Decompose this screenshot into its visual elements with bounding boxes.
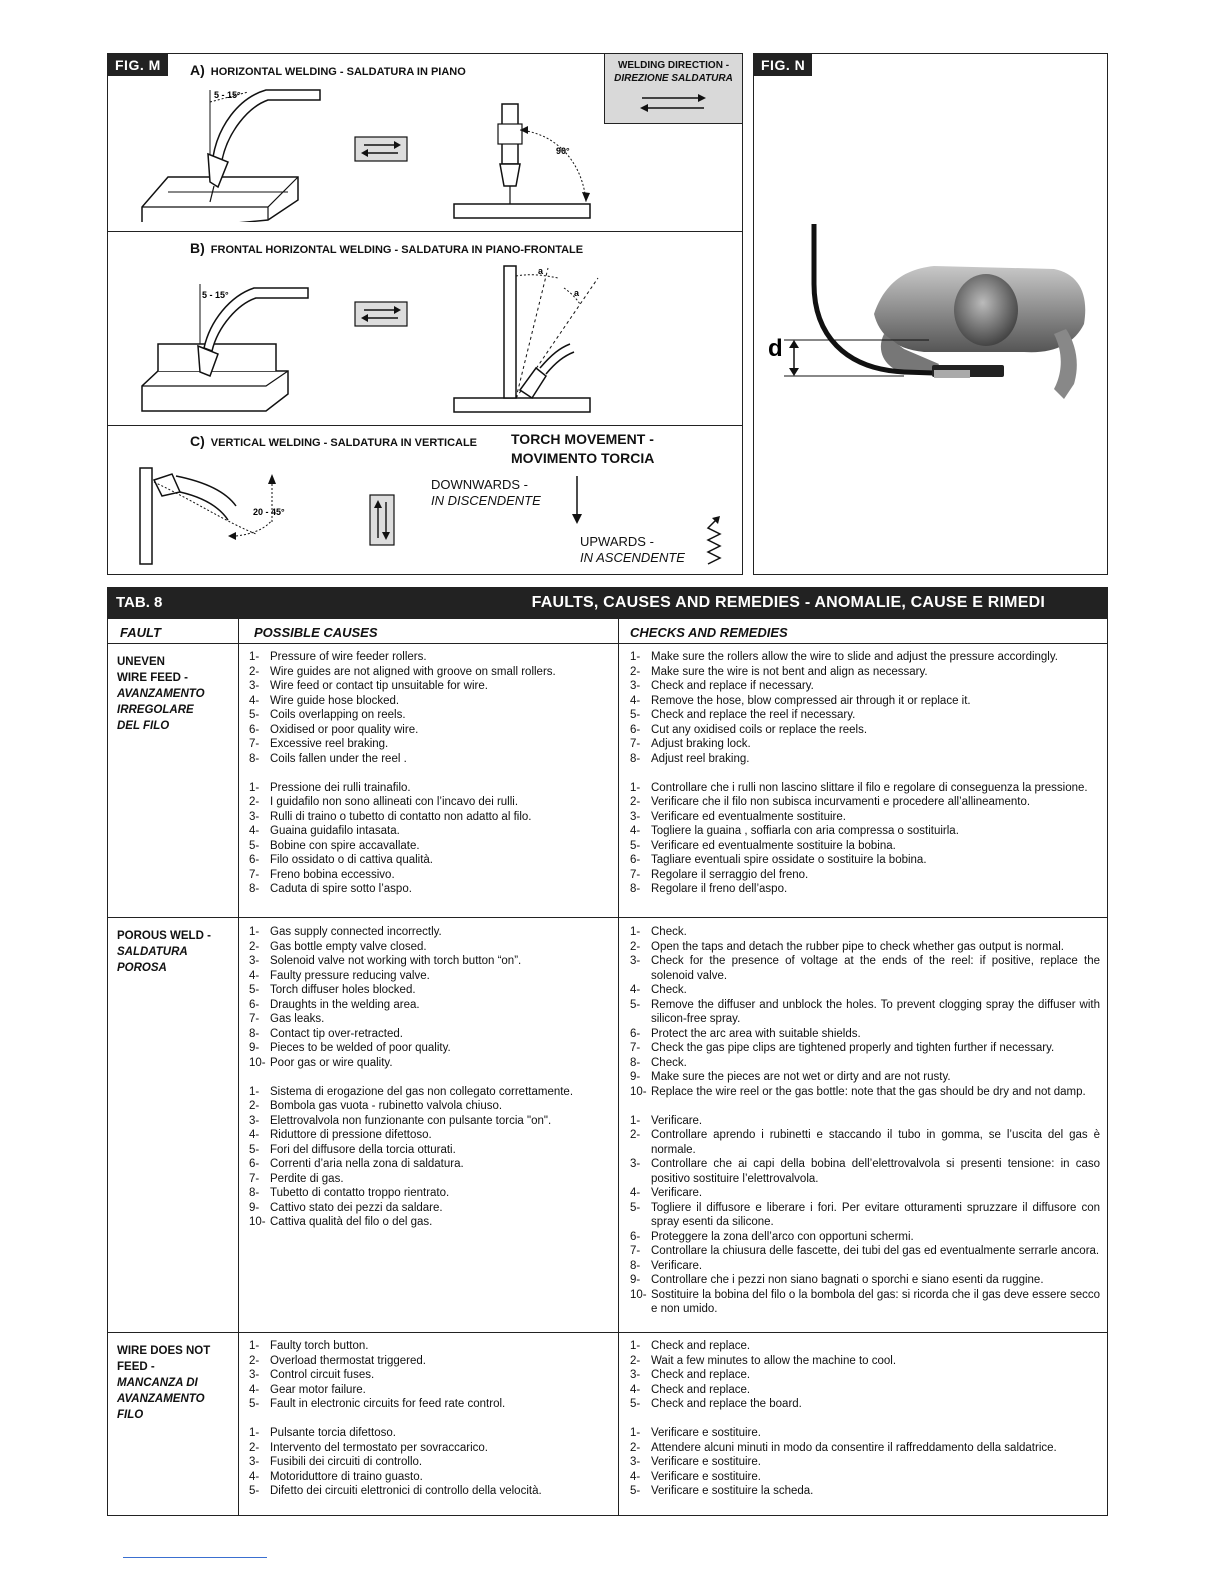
- list-item: 1- Sistema di erogazione del gas non collegato correttamente.: [249, 1085, 574, 1098]
- list-item: 2- Wait a few minutes to allow the machine to cool.: [630, 1354, 897, 1367]
- torch-movement-label: TORCH MOVEMENT - MOVIMENTO TORCIA: [511, 431, 655, 466]
- direction-arrows-icon-a: [354, 136, 410, 164]
- list-item: 3- Rulli di traino o tubetto di contatto non adatto al filo.: [249, 810, 532, 823]
- list-item: 6- Cut any oxidised coils or replace the reels.: [630, 723, 868, 736]
- list-item: 4- Remove the hose, blow compressed air through it or replace it.: [630, 694, 971, 707]
- faults-table: [107, 587, 1108, 1516]
- list-item: 5- Fault in electronic circuits for feed rate control.: [249, 1398, 506, 1410]
- horizontal-welding-torch-drawing: [138, 82, 358, 222]
- fault-wire-does-not-feed: WIRE DOES NOT FEED - MANCANZA DI AVANZAMENTO FILO: [117, 1345, 211, 1421]
- welding-direction-box: [604, 54, 742, 124]
- figure-m-tag: FIG. M: [108, 54, 168, 76]
- upwards-label: UPWARDS - IN ASCENDENTE: [580, 534, 685, 565]
- list-item: 4- Riduttore di pressione difettoso.: [249, 1129, 432, 1141]
- welding-direction-en: WELDING DIRECTION -: [617, 60, 730, 71]
- col-header-fault: FAULT: [120, 625, 161, 640]
- list-item: 3- Control circuit fuses.: [249, 1369, 375, 1381]
- list-item: 2- Open the taps and detach the rubber pipe to check whether gas output is normal.: [630, 940, 1064, 953]
- list-item: 8- Check.: [630, 1056, 687, 1069]
- list-item: 7- Excessive reel braking.: [249, 738, 389, 750]
- list-item: 10- Cattiva qualità del filo o del gas.: [249, 1216, 433, 1228]
- footer-link-underline: [123, 1557, 267, 1558]
- list-item: 1- Controllare che i rulli non lascino slittare il filo e regolare di conseguenza la pressione.: [630, 781, 1088, 794]
- list-item: 7- Freno bobina eccessivo.: [249, 868, 395, 881]
- remedies-list-porous: [630, 925, 1100, 1317]
- list-item: 8- Regolare il freno dell’aspo.: [630, 883, 788, 895]
- list-item: 3- Fusibili dei circuiti di controllo.: [249, 1456, 423, 1468]
- list-item: 1- Gas supply connected incorrectly.: [249, 926, 442, 938]
- list-item: 4- Motoriduttore di traino guasto.: [249, 1470, 423, 1483]
- list-item: 10- Replace the wire reel or the gas bottle: note that the gas should be dry and not damp.: [630, 1085, 1086, 1098]
- fault-porous-weld: POROUS WELD - SALDATURA POROSA: [117, 930, 211, 974]
- angle-label-90: 90°: [556, 146, 570, 156]
- section-c-title: C) VERTICAL WELDING - SALDATURA IN VERTICALE: [190, 433, 478, 449]
- row-divider-1: [108, 917, 1107, 918]
- list-item: 3- Check for the presence of voltage at the ends of the reel: if positive, replace the solenoid valve.: [630, 955, 1100, 982]
- list-item: 1- Check.: [630, 926, 687, 938]
- list-item: 2- Attendere alcuni minuti in modo da consentire il raffreddamento della saldatrice.: [630, 1441, 1057, 1454]
- downwards-label: DOWNWARDS - IN DISCENDENTE: [431, 477, 541, 508]
- causes-list-no-feed: [249, 1339, 611, 1499]
- list-item: 1- Verificare.: [630, 1114, 703, 1127]
- list-item: 4- Check and replace.: [630, 1383, 751, 1396]
- list-item: 6- Correnti d’aria nella zona di saldatura.: [249, 1158, 464, 1170]
- angle-label-a: 5 - 15°: [214, 90, 241, 100]
- table-label: TAB. 8: [116, 594, 163, 611]
- list-item: 7- Controllare la chiusura delle fascette, dei tubi del gas ed eventualmente serrarle ancora.: [630, 1245, 1100, 1257]
- list-item: 6- Proteggere la zona dell’arco con opportuni schermi.: [630, 1230, 914, 1243]
- list-item: 3- Verificare ed eventualmente sostituire.: [630, 810, 846, 823]
- list-item: 4- Check.: [630, 984, 687, 996]
- list-item: 5- Check and replace the reel if necessary.: [630, 709, 856, 721]
- list-item: 5- Torch diffuser holes blocked.: [249, 984, 416, 996]
- fault-uneven-wire-feed: UNEVEN WIRE FEED - AVANZAMENTO IRREGOLARE DEL FILO: [117, 656, 205, 732]
- list-item: 5- Coils overlapping on reels.: [249, 709, 406, 721]
- section-a-title: A) HORIZONTAL WELDING - SALDATURA IN PIANO: [190, 62, 466, 78]
- list-item: 3- Check and replace if necessary.: [630, 680, 814, 692]
- col-header-remedies: CHECKS AND REMEDIES: [630, 625, 788, 640]
- list-item: 8- Tubetto di contatto troppo rientrato.: [249, 1187, 450, 1199]
- downwards-arrow-icon: [567, 474, 587, 528]
- distance-d-label: d: [768, 335, 783, 362]
- list-item: 10- Sostituire la bobina del filo o la bombola del gas: si ricorda che il gas deve essere secco e non umido.: [630, 1288, 1100, 1315]
- list-item: 1- Verificare e sostituire.: [630, 1427, 761, 1439]
- list-item: 7- Gas leaks.: [249, 1013, 325, 1025]
- list-item: 6- Draughts in the welding area.: [249, 998, 420, 1011]
- section-c-divider: [108, 425, 742, 426]
- list-item: 6- Protect the arc area with suitable shields.: [630, 1027, 861, 1040]
- list-item: 5- Fori del diffusore della torcia otturati.: [249, 1143, 456, 1156]
- upwards-zigzag-icon: [702, 514, 726, 568]
- list-item: 5- Bobine con spire accavallate.: [249, 839, 420, 852]
- list-item: 5- Check and replace the board.: [630, 1398, 802, 1410]
- table-title: FAULTS, CAUSES AND REMEDIES - ANOMALIE, CAUSE E RIMEDI: [531, 594, 1045, 611]
- list-item: 4- Guaina guidafilo intasata.: [249, 825, 400, 837]
- list-item: 3- Check and replace.: [630, 1369, 751, 1381]
- table-header-bar: [108, 588, 1107, 619]
- col-header-causes: POSSIBLE CAUSES: [254, 625, 378, 640]
- vertical-arrows-icon: [369, 494, 397, 548]
- angle-label-c: 20 - 45°: [253, 507, 285, 517]
- list-item: 2- I guidafilo non sono allineati con l’incavo dei rulli.: [249, 796, 519, 808]
- list-item: 7- Adjust braking lock.: [630, 738, 751, 750]
- vertical-welding-drawing: [136, 462, 336, 572]
- list-item: 7- Check the gas pipe clips are tightened properly and tighten further if necessary.: [630, 1042, 1055, 1054]
- frontal-welding-side-drawing: [448, 258, 618, 418]
- col-divider-2: [618, 619, 619, 1515]
- list-item: 2- Wire guides are not aligned with groove on small rollers.: [249, 665, 556, 678]
- list-item: 2- Verificare che il filo non subisca incurvamenti e procedere all’allineamento.: [630, 796, 1031, 808]
- list-item: 5- Difetto dei circuiti elettronici di controllo della velocità.: [249, 1485, 542, 1497]
- header-divider: [108, 643, 1107, 644]
- list-item: 5- Togliere il diffusore e liberare i fori. Per evitare otturamenti spruzzare il diffusore con spray esenti da silicone.: [630, 1201, 1100, 1228]
- list-item: 5- Verificare ed eventualmente sostituire la bobina.: [630, 839, 896, 852]
- list-item: 1- Pulsante torcia difettoso.: [249, 1427, 396, 1439]
- list-item: 9- Pieces to be welded of poor quality.: [249, 1042, 451, 1054]
- a-label-1: a: [538, 266, 544, 276]
- figure-n-tag: FIG. N: [754, 54, 812, 76]
- col-divider-1: [238, 619, 239, 1515]
- list-item: 1- Make sure the rollers allow the wire to slide and adjust the pressure accordingly.: [630, 651, 1058, 663]
- list-item: 3- Solenoid valve not working with torch button “on”.: [249, 955, 522, 967]
- double-arrow-icon: [634, 90, 714, 116]
- list-item: 4- Verificare.: [630, 1187, 703, 1199]
- row-divider-2: [108, 1332, 1107, 1333]
- frontal-welding-torch-drawing: [138, 276, 348, 426]
- list-item: 9- Make sure the pieces are not wet or dirty and are not rusty.: [630, 1071, 951, 1083]
- list-item: 2- Intervento del termostato per sovraccarico.: [249, 1441, 488, 1454]
- list-item: 1- Pressure of wire feeder rollers.: [249, 651, 427, 663]
- list-item: 1- Pressione dei rulli trainafilo.: [249, 781, 411, 794]
- remedies-list-uneven: [630, 650, 1100, 897]
- list-item: 1- Check and replace.: [630, 1340, 751, 1352]
- a-label-2: a: [574, 288, 580, 298]
- list-item: 6- Tagliare eventuali spire ossidate o sostituire la bobina.: [630, 854, 927, 866]
- list-item: 9- Cattivo stato dei pezzi da saldare.: [249, 1201, 443, 1214]
- list-item: 2- Gas bottle empty valve closed.: [249, 940, 427, 953]
- causes-list-uneven: [249, 650, 611, 897]
- remedies-list-no-feed: [630, 1339, 1100, 1499]
- welder-posture-drawing: [754, 224, 1104, 434]
- list-item: 8- Coils fallen under the reel .: [249, 752, 407, 765]
- figure-n: [753, 53, 1108, 575]
- list-item: 8- Caduta di spire sotto l’aspo.: [249, 883, 412, 895]
- figure-m: [107, 53, 743, 575]
- list-item: 4- Faulty pressure reducing valve.: [249, 969, 430, 982]
- list-item: 2- Bombola gas vuota - rubinetto valvola chiuso.: [249, 1100, 503, 1112]
- list-item: 2- Overload thermostat triggered.: [249, 1354, 426, 1367]
- list-item: 10- Poor gas or wire quality.: [249, 1056, 393, 1069]
- direction-arrows-icon-b: [354, 301, 410, 329]
- list-item: 3- Controllare che ai capi della bobina dell’elettrovalvola si presenti tensione: in caso positivo sostituire l’elettrovalvola.: [630, 1158, 1100, 1185]
- causes-list-porous: [249, 925, 611, 1230]
- welding-direction-it: DIREZIONE SALDATURA: [614, 73, 733, 84]
- list-item: 4- Verificare e sostituire.: [630, 1470, 761, 1483]
- list-item: 5- Verificare e sostituire la scheda.: [630, 1485, 814, 1497]
- horizontal-welding-side-drawing: [448, 94, 608, 224]
- list-item: 2- Make sure the wire is not bent and align as necessary.: [630, 665, 928, 678]
- list-item: 4- Wire guide hose blocked.: [249, 694, 400, 707]
- list-item: 3- Wire feed or contact tip unsuitable for wire.: [249, 680, 488, 692]
- list-item: 6- Filo ossidato o di cattiva qualità.: [249, 854, 434, 866]
- list-item: 8- Verificare.: [630, 1259, 703, 1272]
- list-item: 7- Regolare il serraggio del freno.: [630, 868, 809, 881]
- list-item: 5- Remove the diffuser and unblock the holes. To prevent clogging spray the diffuser with silicon-free spray.: [630, 998, 1100, 1025]
- list-item: 8- Contact tip over-retracted.: [249, 1027, 403, 1040]
- section-b-divider: [108, 231, 742, 232]
- list-item: 3- Verificare e sostituire.: [630, 1456, 761, 1468]
- list-item: 9- Controllare che i pezzi non siano bagnati o sporchi e siano esenti da ruggine.: [630, 1274, 1044, 1286]
- list-item: 6- Oxidised or poor quality wire.: [249, 723, 419, 736]
- angle-label-b: 5 - 15°: [202, 290, 229, 300]
- list-item: 3- Elettrovalvola non funzionante con pulsante torcia "on".: [249, 1114, 552, 1127]
- list-item: 1- Faulty torch button.: [249, 1340, 369, 1352]
- list-item: 4- Gear motor failure.: [249, 1383, 366, 1396]
- list-item: 8- Adjust reel braking.: [630, 752, 750, 765]
- section-b-title: B) FRONTAL HORIZONTAL WELDING - SALDATURA IN PIANO-FRONTALE: [190, 240, 584, 256]
- list-item: 4- Togliere la guaina , soffiarla con aria compressa o sostituirla.: [630, 825, 959, 837]
- list-item: 2- Controllare aprendo i rubinetti e staccando il tubo in gomma, se l’uscita del gas è normale.: [630, 1129, 1100, 1156]
- list-item: 7- Perdite di gas.: [249, 1172, 344, 1185]
